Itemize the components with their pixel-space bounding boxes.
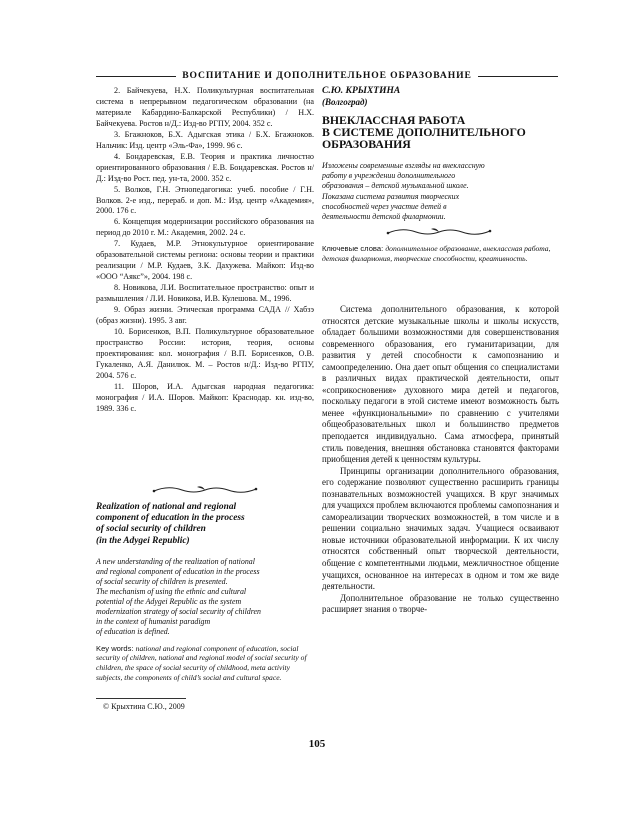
english-abstract-line: and regional component of education in the process [96,566,260,576]
article-abstract-line: Показана система развития творческих [322,191,460,201]
article-body [322,304,559,616]
article-abstract-line: работу в учреждении дополнительного [322,170,456,180]
english-keywords-text: national and regional component of education, social security of children, national and regional model of social security of children, the space of social security of childhood, meta activity subjects, the components of child’s social and cultural space. [96,643,307,682]
footnote-rule [96,698,186,699]
reference-item: 9. Образ жизни. Этическая программа САДА // Хабзэ (образ жизни). 1995. 3 авг. [96,305,314,326]
reference-item: 10. Борисенков, В.П. Поликультурное образовательное пространство России: история, теория, основы проектирования: кол. монография / В.П. Борисенков, О.В. Гукаленко, А.Я. Данилюк. М. – Ростов н/Д.: Изд-во РГПУ, 2004. 576 с. [96,326,314,380]
ornament-divider [384,226,494,238]
section-title: ВОСПИТАНИЕ И ДОПОЛНИТЕЛЬНОЕ ОБРАЗОВАНИЕ [176,70,478,81]
english-title-line: (in the Adygei Republic) [96,535,190,546]
article-title [322,114,559,151]
english-abstract-block [96,502,314,683]
reference-item: 2. Байчекуева, Н.Х. Поликультурная воспитательная система в непрерывном педагогическом образовании (на материале Кабардино-Балкарской Республики) / Н.Х. Байчекуева. Ростов н/Д.: Изд-во РГПУ, 2004. 352 с. [96,86,314,128]
english-abstract-line: in the context of humanist paradigm [96,617,211,627]
page-number: 105 [308,738,326,750]
article-keywords-text: дополнительное образование, внеклассная работа, детская филармония, творческие способности, креативность. [322,244,551,264]
article-abstract-line: Изложены современные взгляды на внеклассную [322,160,485,170]
reference-item: 3. Бгажноков, Б.Х. Адыгская этика / Б.Х. Бгажноков. Нальчик: Изд. центр «Эль-Фа», 1999. 96 с. [96,129,314,150]
english-abstract-line: modernization strategy of social security of children [96,607,261,617]
article-keywords-label: Ключевые слова: [322,244,386,254]
reference-item: 8. Новикова, Л.И. Воспитательное пространство: опыт и размышления / Л.И. Новикова, И.В. Кулешова. М., 1996. [96,283,314,304]
article-title-line: ВНЕКЛАССНАЯ РАБОТА [322,113,466,127]
english-abstract-line: potential of the Adygei Republic as the system [96,597,242,607]
english-title-line: of social security of children [96,524,206,535]
running-header [96,70,558,81]
english-title [96,502,314,547]
article-abstract-line: способностей через участие детей в [322,201,447,211]
reference-item: 5. Волков, Г.Н. Этнопедагогика: учеб. пособие / Г.Н. Волков. 2-е изд., перераб. и доп. М.: Изд. центр «Академия», 2000. 176 с. [96,184,314,216]
english-abstract [96,557,314,638]
article-city: (Волгоград) [322,97,368,107]
english-abstract-line: of education is defined. [96,627,170,637]
reference-item: 4. Бондаревская, Е.В. Теория и практика личностно ориентированного образования / Е.В. Бондаревская. Ростов н/Д.: Изд-во Рост. пед. ун-та, 2000. 352 с. [96,151,314,183]
article-keywords [322,244,559,264]
reference-item: 7. Кудаев, М.Р. Этнокультурное ориентирование образовательной системы региона: основы теории и практики реализации / М.Р. Кудаев, З.К. Дахужева. Майкоп: Изд-во «ООО “Аякс”», 2004. 198 с. [96,239,314,282]
reference-item: 11. Шоров, И.А. Адыгская народная педагогика: монография / И.А. Шоров. Майкоп: Краснодар. кн. изд-во, 1989. 336 с. [96,381,314,413]
english-title-line: Realization of national and regional [96,502,237,512]
english-keywords [96,644,314,683]
article-title-line: В СИСТЕМЕ ДОПОЛНИТЕЛЬНОГО [322,125,526,140]
english-keywords-label: Key words: [96,643,136,653]
english-abstract-line: A new understanding of the realization of national [96,556,255,566]
references-list [96,86,314,415]
article-author: С.Ю. КРЫХТИНА [322,86,401,96]
body-paragraph: Дополнительное образование не только существенно расширяет знания о творче- [322,592,559,615]
reference-item: 6. Концепция модернизации российского образования на период до 2010 г. М.: Академия, 2002. 24 с. [96,217,314,238]
english-abstract-line: The mechanism of using the ethnic and cultural [96,587,247,597]
english-abstract-line: of social security of children is presented. [96,577,228,586]
article-abstract-line: деятельности детской филармонии. [322,212,446,222]
english-title-line: component of education in the process [96,513,245,524]
article-title-line: ОБРАЗОВАНИЯ [322,137,411,152]
body-paragraph: Принципы организации дополнительного образования, его содержание позволяют существенно расширить границы познавательных возможностей учащихся. В круг значимых для учащихся проблем включаются проблемы самопознания и самореализации творческих возможностей, в том числе и в решении социально значимых задач. Учащиеся осваивают новые источники образовательной информации. К их числу относятся собственный опыт творческой деятельности, общение с компетентными людьми, межличностное общение учащихся, основанное на интересах в одном и том же виде деятельности. [322,465,559,592]
body-paragraph: Система дополнительного образования, к которой относятся детские музыкальные школы и школы искусств, обладает большими возможностями для совершенствования современного образования, его гуманитаризации, для развития у детей способности к самопознанию и самоопределению. Она дает опыт общения со специалистами в различных видах практической деятельности, опыт «соприкосновения» духовного мира детей и педагогов, поскольку педагоги в этой системе имеют возможность быть менее «функциональными» по сравнению с учителями общеобразовательных школ и большинство предметов преподается индивидуально. Сама атмосфера, принятый стиль поведения, внешняя обстановка становятся факторами приобщения детей к ценностям культуры. [322,303,559,465]
copyright-note: © Крыхтина С.Ю., 2009 [103,702,185,711]
article-column [322,86,559,616]
article-abstract [322,161,559,223]
article-abstract-line: образования – детской музыкальной школе. [322,181,469,191]
ornament-divider [150,484,260,496]
